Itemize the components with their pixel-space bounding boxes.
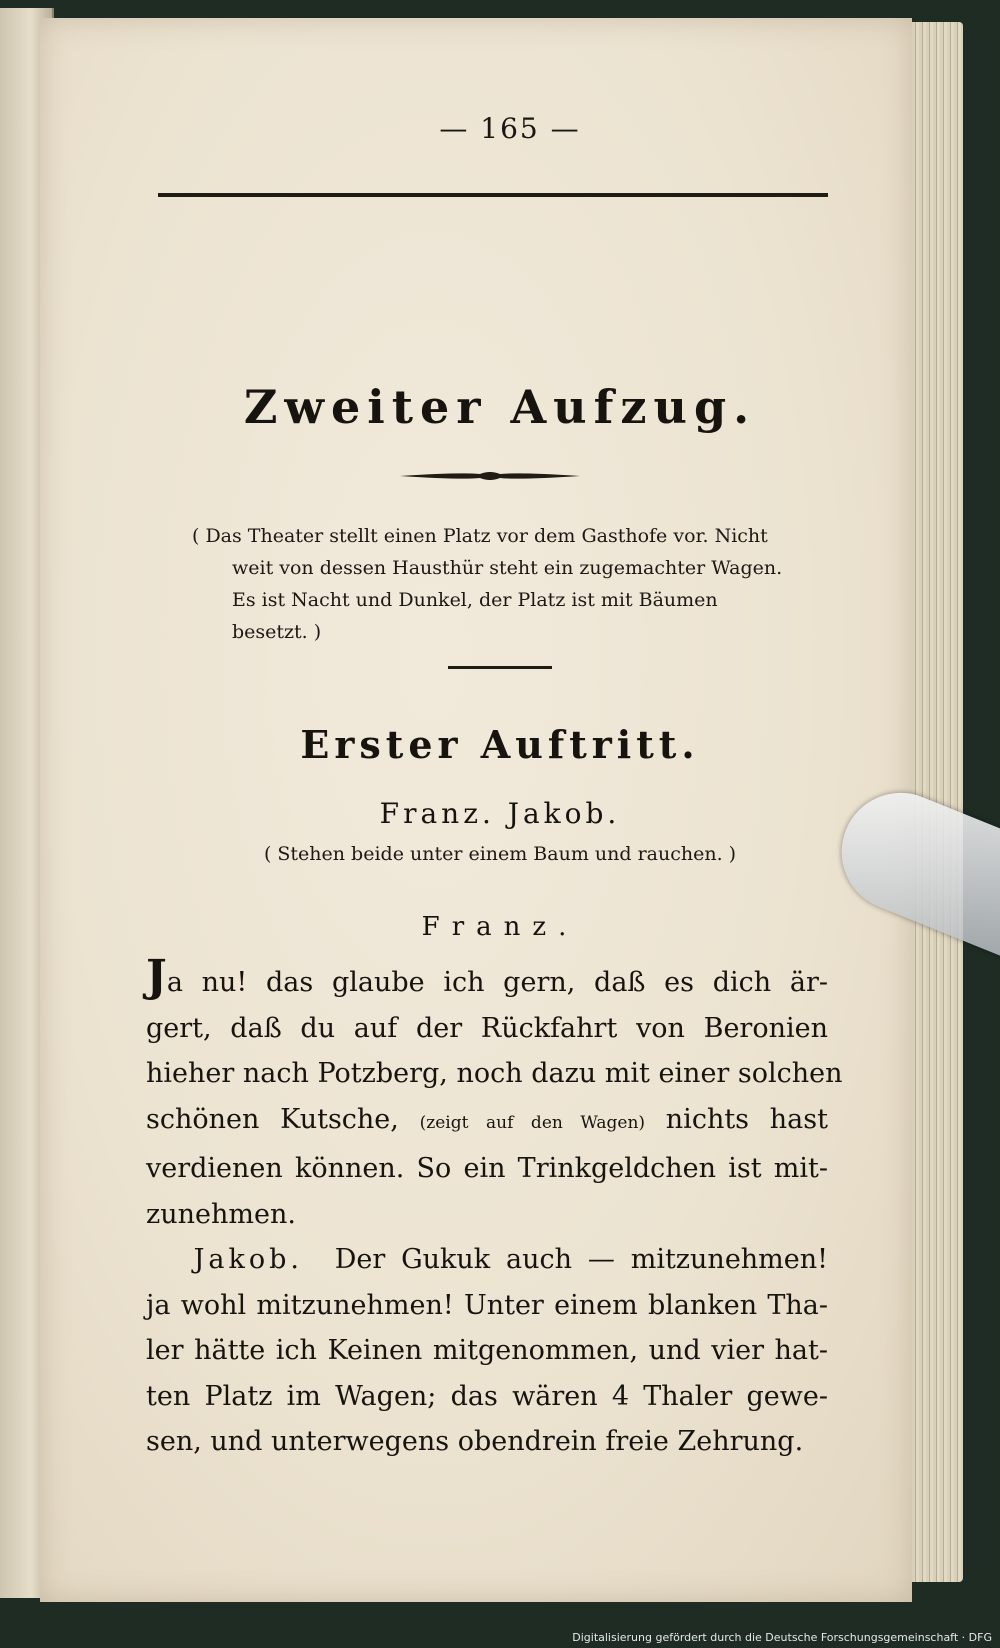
scene-direction: ( Stehen beide unter einem Baum und rauchen. ) <box>263 843 737 865</box>
dialogue-line: zunehmen. <box>146 1198 296 1230</box>
scene-divider <box>448 666 552 669</box>
inline-stage-direction: (zeigt auf den Wagen) <box>419 1112 646 1133</box>
dialogue-line: hieher nach Potzberg, noch dazu mit einer solchen <box>146 1058 843 1089</box>
stage-direction-line: ( Das Theater stellt einen Platz vor dem Gasthofe vor. Nicht <box>192 525 768 547</box>
stage-direction-line: besetzt. ) <box>232 621 322 643</box>
drop-cap: J <box>146 951 167 1002</box>
stage-direction <box>192 520 832 648</box>
header-rule <box>158 193 828 197</box>
dialogue-line: ten Platz im Wagen; das wären 4 Thaler gewe- <box>146 1380 828 1412</box>
character-list: Franz. Jakob. <box>379 797 621 830</box>
page-number: — 165 — <box>439 112 581 145</box>
dialogue-text <box>146 951 843 1465</box>
act-title: Zweiter Aufzug. <box>243 380 757 434</box>
scene-title: Erster Auftritt. <box>300 722 700 767</box>
dialogue-line: verdienen können. So ein Trinkgeldchen ist mit- <box>146 1153 828 1184</box>
stage-direction-line: Es ist Nacht und Dunkel, der Platz ist mit Bäumen <box>232 589 718 611</box>
dialogue-line: ler hätte ich Keinen mitgenommen, und vier hat- <box>146 1335 828 1366</box>
ornament-divider <box>400 470 580 482</box>
dialogue-line: gert, daß du auf der Rückfahrt von Beronien <box>146 1012 828 1044</box>
dialogue-line: Jakob. Der Gukuk auch — mitzunehmen! <box>193 1244 829 1275</box>
dialogue-line: ja wohl mitzunehmen! Unter einem blanken Tha- <box>146 1289 828 1321</box>
dialogue-line: schönen Kutsche, (zeigt auf den Wagen) nichts hast <box>146 1103 828 1135</box>
digitization-credit: Digitalisierung gefördert durch die Deutsche Forschungsgemeinschaft · DFG <box>572 1631 992 1644</box>
stage-direction-line: weit von dessen Hausthür steht ein zugemachter Wagen. <box>232 557 783 579</box>
dialogue-line: sen, und unterwegens obendrein freie Zehrung. <box>146 1426 804 1457</box>
speaker-name: Franz. <box>421 912 579 942</box>
dialogue-line: Ja nu! das glaube ich gern, daß es dich är- <box>146 951 828 1002</box>
speaker-inline: Jakob. <box>193 1244 303 1275</box>
